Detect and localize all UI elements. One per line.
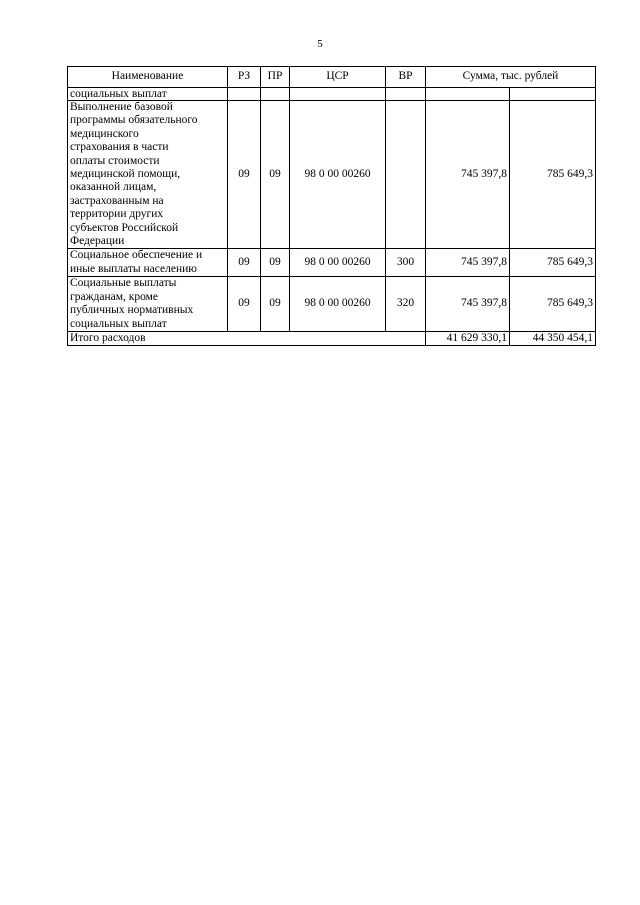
- row-name: [68, 88, 228, 101]
- row-sum-1: 745 397,8: [426, 249, 510, 277]
- row-sum-2: [510, 88, 596, 101]
- header-sum: Сумма, тыс. рублей: [426, 67, 596, 88]
- row-csr: 98 0 00 00260: [290, 277, 386, 332]
- name-line: Федерации: [70, 235, 125, 248]
- row-pr: [261, 88, 290, 101]
- row-name: [68, 277, 228, 332]
- row-sum-2: 785 649,3: [510, 277, 596, 332]
- row-csr: 98 0 00 00260: [290, 101, 386, 249]
- name-line: Выполнение базовой: [70, 101, 173, 113]
- total-sum-1: 41 629 330,1: [426, 331, 510, 345]
- row-sum-2: 785 649,3: [510, 249, 596, 277]
- row-csr: [290, 88, 386, 101]
- table-row: [68, 101, 596, 249]
- header-name: Наименование: [68, 67, 228, 88]
- row-sum-2: 785 649,3: [510, 101, 596, 249]
- name-line: страхования в части: [70, 141, 169, 154]
- name-line: программы обязательного: [70, 114, 198, 127]
- name-line: Социальное обеспечение и: [70, 249, 203, 262]
- row-rz: 09: [228, 277, 261, 332]
- name-line: социальных выплат: [70, 317, 167, 330]
- row-vr: [386, 88, 426, 101]
- budget-table: [67, 66, 596, 346]
- row-vr: [386, 101, 426, 249]
- header-rz: РЗ: [228, 67, 261, 88]
- page-number: 5: [317, 38, 323, 50]
- name-line: публичных нормативных: [70, 304, 194, 317]
- name-line: субъектов Российской: [70, 221, 179, 234]
- row-sum-1: [426, 88, 510, 101]
- table-row: [68, 249, 596, 277]
- row-pr: 09: [261, 277, 290, 332]
- header-row: [68, 67, 596, 88]
- row-vr: 300: [386, 249, 426, 277]
- row-vr: 320: [386, 277, 426, 332]
- row-pr: 09: [261, 249, 290, 277]
- row-csr: 98 0 00 00260: [290, 249, 386, 277]
- header-csr: ЦСР: [290, 67, 386, 88]
- name-line: иные выплаты населению: [70, 262, 197, 275]
- name-line: оплаты стоимости: [70, 154, 160, 167]
- name-line: социальных выплат: [70, 88, 167, 100]
- row-pr: 09: [261, 101, 290, 249]
- row-rz: [228, 88, 261, 101]
- name-line: медицинского: [70, 127, 139, 140]
- name-line: территории других: [70, 208, 164, 221]
- row-name: [68, 249, 228, 277]
- name-line: застрахованным на: [70, 194, 164, 207]
- row-name: [68, 101, 228, 249]
- name-line: гражданам, кроме: [70, 290, 159, 303]
- name-line: Социальные выплаты: [70, 277, 177, 290]
- header-vr: ВР: [386, 67, 426, 88]
- total-label: Итого расходов: [68, 331, 426, 345]
- row-rz: 09: [228, 101, 261, 249]
- header-pr: ПР: [261, 67, 290, 88]
- total-row: [68, 331, 596, 345]
- table-row: [68, 88, 596, 101]
- name-line: оказанной лицам,: [70, 181, 157, 194]
- row-sum-1: 745 397,8: [426, 277, 510, 332]
- row-sum-1: 745 397,8: [426, 101, 510, 249]
- row-rz: 09: [228, 249, 261, 277]
- table-row: [68, 277, 596, 332]
- total-sum-2: 44 350 454,1: [510, 331, 596, 345]
- name-line: медицинской помощи,: [70, 168, 181, 181]
